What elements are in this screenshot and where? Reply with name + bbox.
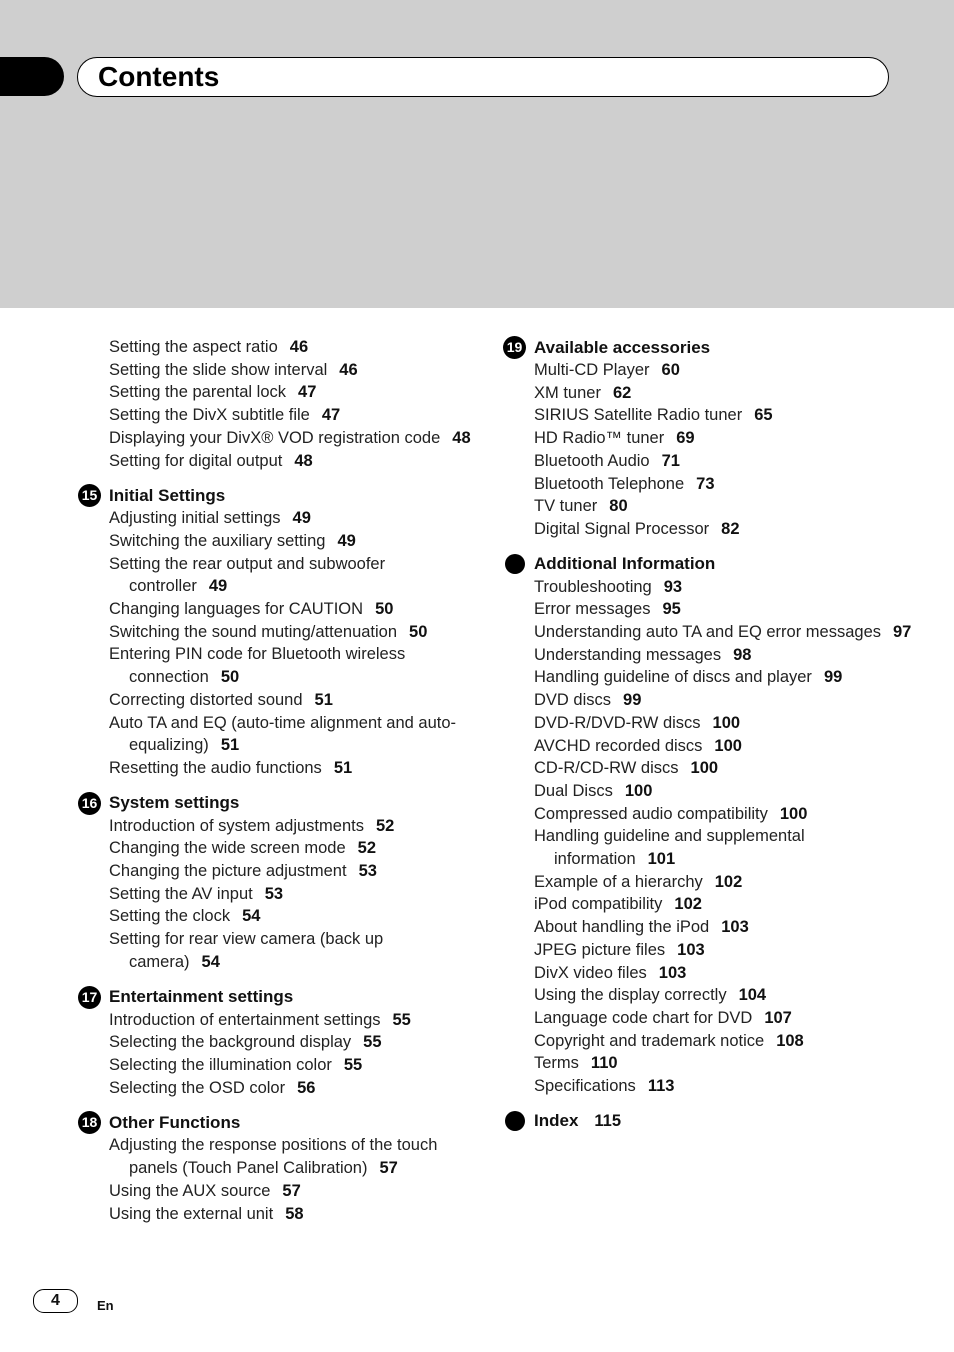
toc-entry[interactable] [109,427,478,450]
toc-entry[interactable] [109,883,478,906]
toc-entry-label: DVD discs [534,691,612,710]
toc-entry-label: Understanding auto TA and EQ error messages [534,623,881,642]
toc-entry[interactable] [534,939,923,962]
toc-entry-page: 97 [893,623,912,642]
section-title: System settings [109,793,240,813]
toc-entry[interactable] [534,644,923,667]
toc-items [109,1009,478,1100]
chapter-number-badge: 16 [78,792,101,815]
toc-entry-page: 100 [690,759,719,778]
toc-entry[interactable] [109,643,478,688]
toc-entry-label: Setting the AV input [109,884,253,903]
toc-items [109,815,478,974]
toc-entry-page: 113 [647,1077,675,1096]
toc-entry-page: 62 [612,383,632,402]
toc-entry-label: Selecting the OSD color [109,1078,286,1097]
toc-entry-label: Bluetooth Telephone [534,474,685,493]
section-title: Index [534,1111,579,1131]
toc-entry-page: 100 [624,781,653,800]
toc-entry[interactable] [109,815,478,838]
toc-entry-page: 57 [282,1181,301,1200]
toc-entry-page: 46 [339,360,358,379]
toc-entry-page: 50 [409,622,428,641]
toc-entry-page: 48 [294,451,313,470]
toc-entry-page: 48 [452,428,471,447]
toc-entry-label: Multi-CD Player [534,361,650,379]
toc-entry[interactable] [109,404,478,427]
toc-section [78,336,478,472]
chapter-number-badge: 17 [78,986,101,1009]
toc-entry-page: 103 [721,918,749,937]
toc-entry[interactable] [109,1031,478,1054]
toc-entry-page: 50 [375,600,394,619]
toc-entry-page: 99 [623,691,642,710]
toc-entry-label: Introduction of entertainment settings [109,1010,381,1029]
toc-entry-page: 58 [285,1204,304,1223]
toc-entry-page: 100 [714,736,742,755]
toc-entry-label: Introduction of system adjustments [109,816,364,835]
toc-items [534,576,923,1098]
toc-entry[interactable] [534,962,923,985]
toc-entry-page: 54 [242,907,261,926]
toc-entry[interactable] [534,712,923,735]
toc-entry-label: SIRIUS Satellite Radio tuner [534,406,743,425]
toc-entry-page: 69 [676,429,695,448]
toc-entry-page: 51 [220,736,240,755]
toc-entry-page: 53 [358,862,377,881]
toc-entry-label: Language code chart for DVD [534,1008,753,1027]
chapter-number-badge: 18 [78,1111,101,1134]
section-title: Entertainment settings [109,987,294,1007]
toc-entry[interactable] [109,530,478,553]
toc-entry-label: Adjusting initial settings [109,509,281,528]
toc-left-column [78,336,478,1237]
toc-entry-page: 47 [298,383,317,402]
toc-entry[interactable] [109,336,478,359]
toc-entry[interactable] [109,837,478,860]
section-title: Other Functions [109,1112,241,1132]
toc-entry-label: Setting the rear output and subwoofer controller [109,554,386,596]
toc-items [109,507,478,779]
toc-entry-label: Setting the parental lock [109,383,287,402]
section-title: Available accessories [534,337,711,357]
toc-entry[interactable] [109,1203,478,1226]
toc-entry[interactable] [534,893,923,916]
toc-entry[interactable] [534,495,923,518]
toc-entry[interactable] [109,860,478,883]
section-heading[interactable] [78,484,478,507]
toc-entry-page: 103 [677,940,705,959]
toc-entry-label: Handling guideline and supplemental information [534,827,805,869]
toc-entry-page: 103 [658,963,687,982]
toc-entry[interactable] [109,621,478,644]
toc-entry-page: 52 [357,839,377,858]
toc-entry[interactable] [109,905,478,928]
toc-entry-page: 100 [779,804,808,823]
toc-entry[interactable] [534,1075,923,1098]
toc-entry[interactable] [109,928,478,973]
toc-entry-page: 73 [696,474,715,493]
toc-entry-label: HD Radio™ tuner [534,429,665,448]
toc-entry-label: Selecting the illumination color [109,1055,332,1074]
toc-entry-label: Dual Discs [534,781,613,800]
toc-entry-label: Setting the aspect ratio [109,338,278,356]
toc-entry[interactable] [534,916,923,939]
toc-entry[interactable] [109,553,478,598]
toc-entry-label: Using the display correctly [534,986,727,1005]
toc-entry-label: Copyright and trademark notice [534,1031,765,1050]
toc-entry-label: Changing languages for CAUTION [109,600,364,619]
toc-entry-page: 55 [343,1055,363,1074]
toc-entry-page: 101 [647,850,676,869]
toc-entry-label: Switching the sound muting/attenuation [109,622,398,641]
toc-entry[interactable] [534,689,923,712]
section-heading[interactable] [78,986,478,1009]
toc-entry[interactable] [534,803,923,826]
toc-entry-label: Understanding messages [534,645,722,664]
toc-entry-label: XM tuner [534,383,601,402]
page-number: 4 [33,1289,78,1313]
toc-entry[interactable] [109,1077,478,1100]
toc-entry[interactable] [534,735,923,758]
section-page-number: 115 [594,1111,622,1130]
section-heading[interactable] [503,1110,923,1133]
page-title: Contents [98,61,220,92]
toc-entry-page: 55 [363,1033,382,1052]
toc-entry[interactable] [534,984,923,1007]
toc-entry[interactable] [534,1030,923,1053]
toc-entry[interactable] [534,404,923,427]
toc-entry[interactable] [534,871,923,894]
toc-entry-page: 71 [661,451,680,470]
toc-entry-label: Changing the picture adjustment [109,862,347,881]
toc-entry-page: 102 [674,895,702,914]
toc-entry-page: 95 [662,600,681,619]
toc-entry-page: 82 [721,519,740,538]
toc-entry-label: Error messages [534,600,651,619]
toc-entry[interactable] [534,576,923,599]
toc-entry[interactable] [109,598,478,621]
toc-entry-label: Adjusting the response positions of the touch panels (Touch Panel Calibration) [109,1136,438,1178]
toc-entry[interactable] [534,666,923,689]
toc-entry-label: Handling guideline of discs and player [534,668,812,687]
toc-entry[interactable] [109,1180,478,1203]
toc-entry[interactable] [109,712,478,757]
toc-entry-page: 99 [823,668,843,687]
toc-entry-label: Troubleshooting [534,577,652,596]
chapter-number-badge: 15 [78,484,101,507]
toc-entry-label: TV tuner [534,497,598,516]
toc-entry-label: About handling the iPod [534,918,710,937]
toc-entry[interactable] [109,1009,478,1032]
toc-entry-label: Setting the slide show interval [109,360,328,379]
toc-entry-label: Changing the wide screen mode [109,839,346,858]
toc-entry-page: 102 [714,872,743,891]
toc-entry[interactable] [109,757,478,780]
toc-entry[interactable] [534,450,923,473]
toc-entry-label: Using the external unit [109,1204,274,1223]
toc-entry-label: Resetting the audio functions [109,758,322,777]
toc-entry-page: 52 [375,816,395,835]
toc-entry-label: Example of a hierarchy [534,872,703,891]
toc-items [109,1134,478,1225]
toc-entry-page: 47 [321,406,341,425]
toc-entry-page: 56 [297,1078,316,1097]
toc-entry-page: 51 [314,690,333,709]
toc-entry-page: 50 [220,668,240,687]
toc-entry-label: Specifications [534,1077,636,1096]
toc-entry[interactable] [109,1134,478,1179]
toc-entry-label: Digital Signal Processor [534,519,710,538]
toc-section [503,336,923,541]
toc-entry[interactable] [534,427,923,450]
toc-entry[interactable] [534,598,923,621]
toc-entry-label: Switching the auxiliary setting [109,531,326,550]
toc-entry-page: 65 [754,406,773,425]
toc-entry[interactable] [534,473,923,496]
toc-entry-label: Selecting the background display [109,1033,352,1052]
toc-entry-label: DivX video files [534,963,647,982]
toc-entry[interactable] [534,825,923,870]
language-label: En [97,1298,114,1313]
toc-entry-label: DVD-R/DVD-RW discs [534,713,701,732]
toc-entry-page: 100 [712,713,741,732]
toc-entry-label: Setting the clock [109,907,231,926]
toc-entry-label: Terms [534,1054,579,1073]
toc-entry-page: 80 [609,497,628,516]
toc-entry-page: 107 [764,1008,792,1027]
toc-entry-page: 104 [738,986,767,1005]
toc-entry-page: 93 [663,577,683,596]
toc-entry-label: AVCHD recorded discs [534,736,703,755]
section-heading[interactable] [503,553,923,576]
toc-section [503,553,923,1098]
toc-entry-page: 49 [292,509,311,528]
toc-entry[interactable] [534,382,923,405]
toc-entry-page: 46 [289,338,309,356]
toc-entry-page: 49 [337,531,356,550]
toc-entry-page: 57 [379,1159,398,1178]
toc-entry-label: CD-R/CD-RW discs [534,759,679,778]
section-heading[interactable] [78,792,478,815]
toc-items [109,336,478,472]
toc-entry-page: 49 [208,577,228,596]
toc-entry-label: JPEG picture files [534,940,666,959]
toc-items [534,359,923,541]
toc-entry-label: Bluetooth Audio [534,451,650,470]
toc-entry[interactable] [109,689,478,712]
toc-entry[interactable] [109,1054,478,1077]
toc-entry-page: 108 [776,1031,804,1050]
toc-entry-page: 51 [333,758,353,777]
toc-entry-label: Displaying your DivX® VOD registration code [109,428,441,447]
toc-entry[interactable] [534,621,923,644]
toc-right-column [503,336,923,1145]
toc-entry[interactable] [109,507,478,530]
section-title: Initial Settings [109,485,226,505]
toc-entry-label: Setting for digital output [109,451,283,470]
toc-entry[interactable] [534,1052,923,1075]
toc-entry[interactable] [109,359,478,382]
toc-entry[interactable] [109,450,478,473]
header-banner [0,0,954,308]
toc-entry-page: 98 [733,645,752,664]
toc-entry-label: Using the AUX source [109,1181,271,1200]
toc-section [78,792,478,974]
chapter-tab [0,57,64,96]
chapter-dot-icon [505,1111,525,1131]
title-bar [77,57,889,97]
toc-entry[interactable] [534,359,923,382]
toc-entry-label: Setting for rear view camera (back up camera) [109,930,384,971]
section-heading[interactable] [78,1111,478,1134]
toc-entry-label: Compressed audio compatibility [534,804,768,823]
toc-entry[interactable] [534,1007,923,1030]
toc-section [78,986,478,1100]
toc-entry[interactable] [534,780,923,803]
toc-entry-page: 55 [392,1010,411,1029]
toc-entry-label: Entering PIN code for Bluetooth wireless connection [109,645,406,687]
section-heading[interactable] [503,336,923,359]
toc-entry-label: Setting the DivX subtitle file [109,406,310,425]
toc-entry-page: 110 [590,1054,618,1073]
toc-entry[interactable] [109,381,478,404]
toc-entry[interactable] [534,757,923,780]
toc-entry-label: Correcting distorted sound [109,690,303,709]
section-title: Additional Information [534,554,716,574]
toc-section [503,1110,923,1133]
chapter-dot-icon [505,554,525,574]
toc-entry-label: Auto TA and EQ (auto-time alignment and auto-equalizing) [109,713,457,755]
toc-entry-page: 53 [264,884,284,903]
toc-section [78,1111,478,1225]
toc-section [78,484,478,779]
toc-entry-label: iPod compatibility [534,895,663,914]
toc-entry[interactable] [534,518,923,541]
toc-entry-page: 54 [201,952,220,971]
toc-entry-page: 60 [661,361,680,379]
chapter-number-badge: 19 [503,336,526,359]
